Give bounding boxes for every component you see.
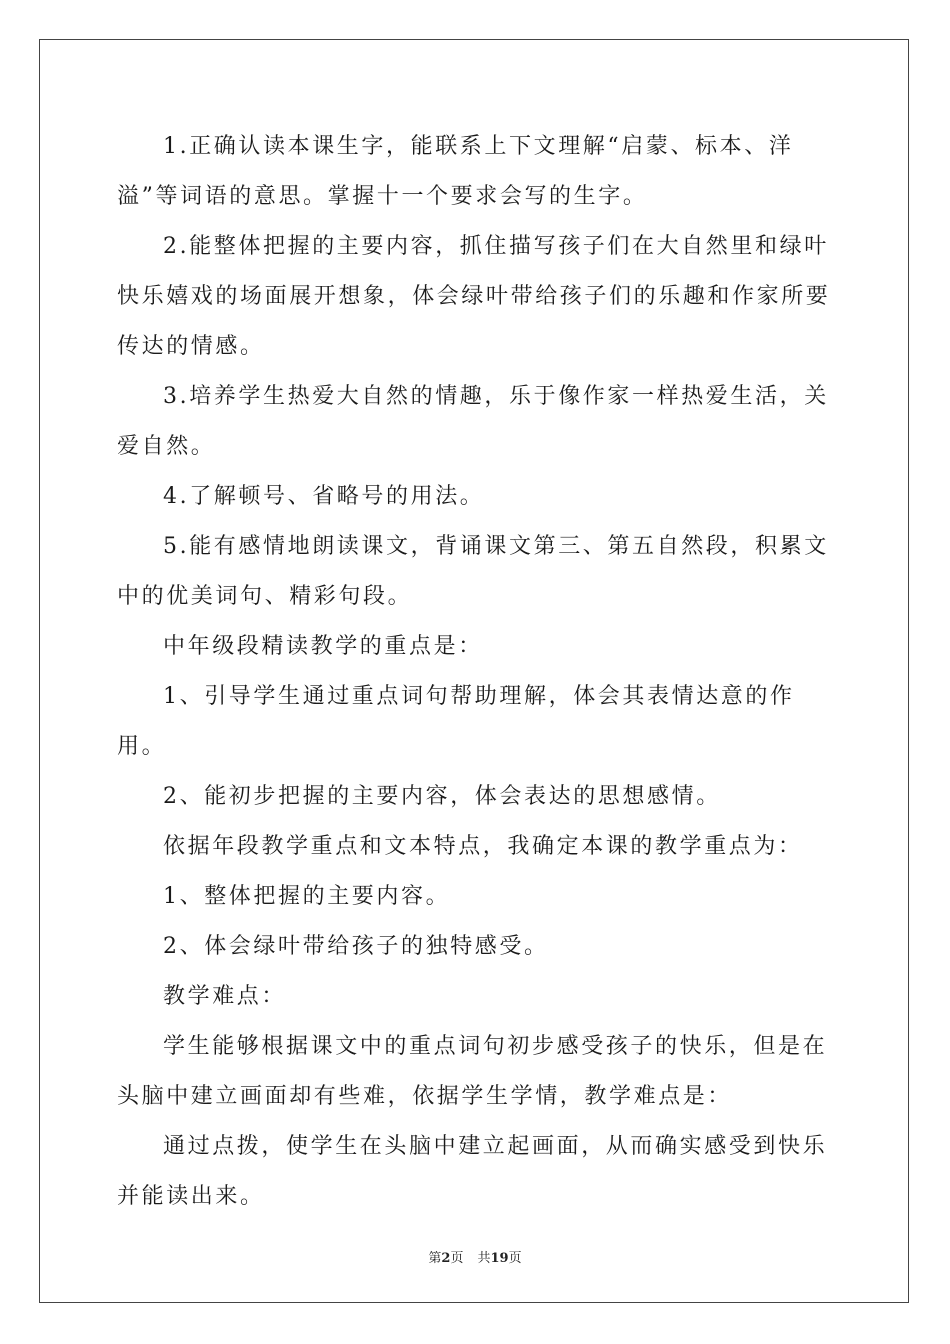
current-page-number: 2	[441, 1251, 451, 1266]
total-label-prefix: 共	[477, 1251, 491, 1266]
paragraph: 2、体会绿叶带给孩子的独特感受。	[163, 934, 549, 959]
paragraph: 中年级段精读教学的重点是：	[163, 634, 483, 659]
paragraph: 依据年段教学重点和文本特点，我确定本课的教学重点为：	[163, 834, 803, 859]
paragraph: 1、引导学生通过重点词句帮助理解，体会其表情达意的作用。	[117, 684, 795, 759]
paragraph: 4.了解顿号、省略号的用法。	[163, 484, 485, 509]
paragraph: 3.培养学生热爱大自然的情趣，乐于像作家一样热爱生活，关爱自然。	[117, 384, 829, 459]
paragraph: 教学难点：	[163, 984, 287, 1009]
document-body	[117, 122, 833, 1222]
page-footer	[0, 1247, 950, 1266]
paragraph: 1、整体把握的主要内容。	[163, 884, 451, 909]
paragraph: 学生能够根据课文中的重点词句初步感受孩子的快乐，但是在头脑中建立画面却有些难，依据学生学情，教学难点是：	[117, 1034, 828, 1109]
paragraph: 通过点拨，使学生在头脑中建立起画面，从而确实感受到快乐并能读出来。	[117, 1134, 828, 1209]
paragraph: 2、能初步把握的主要内容，体会表达的思想感情。	[163, 784, 721, 809]
page-label-prefix: 第	[428, 1251, 442, 1266]
total-label-suffix: 页	[508, 1251, 522, 1266]
page-label-suffix: 页	[450, 1251, 464, 1266]
paragraph: 1.正确认读本课生字，能联系上下文理解“启蒙、标本、洋溢”等词语的意思。掌握十一个要求会写的生字。	[117, 134, 794, 209]
total-pages-number: 19	[490, 1251, 509, 1266]
paragraph: 2.能整体把握的主要内容，抓住描写孩子们在大自然里和绿叶快乐嬉戏的场面展开想象，体会绿叶带给孩子们的乐趣和作家所要传达的情感。	[117, 234, 831, 359]
paragraph: 5.能有感情地朗读课文，背诵课文第三、第五自然段，积累文中的优美词句、精彩句段。	[117, 534, 829, 609]
